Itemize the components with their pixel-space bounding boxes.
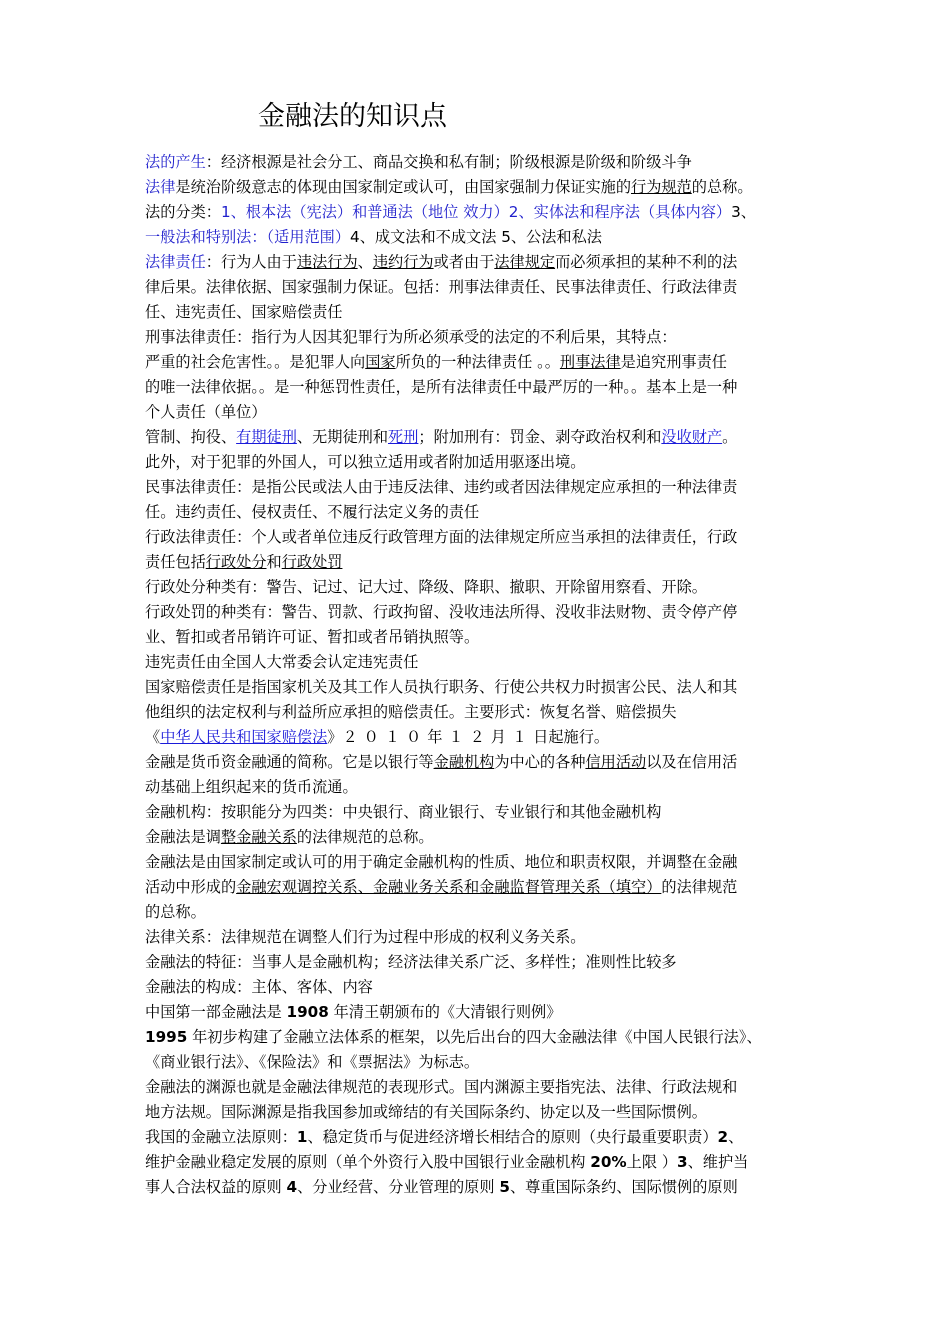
- link-death-penalty[interactable]: 死刑: [388, 428, 419, 446]
- underlined-term: 信用活动: [585, 753, 647, 771]
- paragraph-line: [145, 425, 813, 450]
- text-span: 上限 ）: [626, 1153, 678, 1171]
- text-span: 中国第一部金融法是: [145, 1003, 287, 1021]
- text-span: 我国的金融立法原则：: [145, 1128, 297, 1146]
- paragraph-line: 金融法是由国家制定或认可的用于确定金融机构的性质、地位和职责权限，并调整在金融: [145, 853, 738, 871]
- text-span: ：行为人由于: [205, 253, 297, 271]
- paragraph-line: 金融机构：按职能分为四类：中央银行、商业银行、专业银行和其他金融机构: [145, 803, 662, 821]
- text-span: 。: [722, 428, 738, 446]
- text-span: 、维护当: [687, 1153, 749, 1171]
- bold-number: 1: [296, 1128, 308, 1146]
- text-span: 4、成文法和不成文法 5、公法和私法: [350, 228, 602, 246]
- paragraph-line: 此外，对于犯罪的外国人，可以独立适用或者附加适用驱逐出境。: [145, 453, 586, 471]
- underlined-term: 金融宏观调控关系、金融业务关系和金融监督管理关系（填空）: [236, 878, 662, 896]
- text-span: 》: [327, 728, 343, 746]
- paragraph-line: 律后果。法律依据、国家强制力保证。包括：刑事法律责任、民事法律责任、行政法律责: [145, 278, 738, 296]
- paragraph-line: 任、违宪责任、国家赔偿责任: [145, 303, 343, 321]
- paragraph-line: 他组织的法定权利与利益所应承担的赔偿责任。主要形式：恢复名誉、赔偿损失: [145, 703, 677, 721]
- paragraph-line: [145, 750, 813, 775]
- term-label: 法律责任: [145, 253, 206, 271]
- bold-number: 1995: [145, 1028, 188, 1046]
- text-span: 3、: [731, 203, 756, 221]
- paragraph-line: 民事法律责任：是指公民或法人由于违反法律、违约或者因法律规定应承担的一种法律责: [145, 478, 738, 496]
- text-span: 、稳定货币与促进经济增长相结合的原则（央行最重要职责）: [307, 1128, 718, 1146]
- text-span: 金融法是调: [145, 828, 221, 846]
- underlined-term: 行为规范: [631, 178, 692, 196]
- bold-number: 2: [717, 1128, 729, 1146]
- text-span: 法的分类：: [145, 203, 221, 221]
- paragraph-line: 个人责任（单位）: [145, 403, 267, 421]
- paragraph-line: [145, 1175, 813, 1200]
- bold-number: 4: [286, 1178, 298, 1196]
- paragraph-line: 行政处罚的种类有：警告、罚款、行政拘留、没收违法所得、没收非法财物、责令停产停: [145, 603, 738, 621]
- paragraph-line: 行政处分种类有：警告、记过、记大过、降级、降职、撤职、开除留用察看、开除。: [145, 578, 707, 596]
- bold-number: 5: [499, 1178, 510, 1196]
- text-span: 事人合法权益的原则: [145, 1178, 287, 1196]
- bold-number: 20%: [590, 1153, 627, 1171]
- text-span: 而必须承担的某种不利的法: [555, 253, 738, 271]
- text-span: 的法律规范的总称。: [296, 828, 434, 846]
- paragraph-line: [145, 175, 813, 200]
- text-span: 、分业经营、分业管理的原则: [297, 1178, 500, 1196]
- text-span: 严重的社会危害性。。是犯罪人向: [145, 353, 366, 371]
- paragraph-line: 金融法的构成：主体、客体、内容: [145, 978, 373, 996]
- paragraph-line: 任。违约责任、侵权责任、不履行法定义务的责任: [145, 503, 480, 521]
- text-span: 和: [266, 553, 282, 571]
- text-span: 金融是货币资金融通的简称。它是以银行等: [145, 753, 434, 771]
- text-span: 、: [728, 1128, 744, 1146]
- text-span: 责任包括: [145, 553, 206, 571]
- text-span: 、无期徒刑和: [296, 428, 388, 446]
- paragraph-line: 的总称。: [145, 903, 206, 921]
- blue-text: 1、根本法（宪法）和普通法（地位 效力）2、实体法和程序法（具体内容）: [220, 203, 732, 221]
- paragraph-line: 的唯一法律依据。。是一种惩罚性责任，是所有法律责任中最严厉的一种。。基本上是一种: [145, 378, 738, 396]
- text-span: 《: [145, 728, 161, 746]
- paragraph-line: [145, 150, 813, 175]
- paragraph-line: 《商业银行法》、《保险法》和《票据法》为标志。: [145, 1053, 480, 1071]
- text-span: 是追究刑事责任: [620, 353, 727, 371]
- paragraph-line: [145, 875, 813, 900]
- paragraph-line: 金融法的渊源也就是金融法律规范的表现形式。国内渊源主要指宪法、法律、行政法规和: [145, 1078, 738, 1096]
- underlined-term: 整金融关系: [220, 828, 297, 846]
- text-span: 、尊重国际条约、国际惯例的原则: [509, 1178, 738, 1196]
- date-text: ２０１０年１２月１: [342, 728, 534, 746]
- paragraph-line: [145, 1125, 813, 1150]
- paragraph-line: 业、暂扣或者吊销许可证、暂扣或者吊销执照等。: [145, 628, 480, 646]
- underlined-term: 违约行为: [372, 253, 434, 271]
- bold-number: 1908: [286, 1003, 329, 1021]
- text-span: ：经济根源是社会分工、商品交换和私有制；阶级根源是阶级和阶级斗争: [205, 153, 692, 171]
- term-label: 法律: [145, 178, 176, 196]
- paragraph-line: [145, 250, 813, 275]
- paragraph-line: [145, 825, 813, 850]
- paragraph-line: [145, 200, 813, 225]
- paragraph-line: 国家赔偿责任是指国家机关及其工作人员执行职务、行使公共权力时损害公民、法人和其: [145, 678, 738, 696]
- text-span: 或者由于: [433, 253, 495, 271]
- text-span: 、: [357, 253, 373, 271]
- text-span: 以及在信用活: [646, 753, 738, 771]
- paragraph-line: 动基础上组织起来的货币流通。: [145, 778, 358, 796]
- underlined-term: 金融机构: [433, 753, 495, 771]
- paragraph-line: 金融法的特征：当事人是金融机构；经济法律关系广泛、多样性；准则性比较多: [145, 953, 677, 971]
- paragraph-line: [145, 1025, 813, 1050]
- document-title: 金融法的知识点: [258, 101, 447, 132]
- paragraph-line: [145, 725, 813, 750]
- bold-number: 3: [677, 1153, 688, 1171]
- paragraph-line: 刑事法律责任：指行为人因其犯罪行为所必须承受的法定的不利后果，其特点：: [145, 328, 677, 346]
- text-span: 活动中形成的: [145, 878, 237, 896]
- paragraph-line: 法律关系：法律规范在调整人们行为过程中形成的权利义务关系。: [145, 928, 586, 946]
- blue-text: 一般法和特别法：（适用范围）: [145, 228, 351, 246]
- paragraph-line: [145, 225, 813, 250]
- text-span: 为中心的各种: [494, 753, 586, 771]
- text-span: 日起施行。: [533, 728, 610, 746]
- paragraph-line: 违宪责任由全国人大常委会认定违宪责任: [145, 653, 419, 671]
- paragraph-line: 行政法律责任：个人或者单位违反行政管理方面的法律规定所应当承担的法律责任，行政: [145, 528, 738, 546]
- link-fixed-term-imprisonment[interactable]: 有期徒刑: [236, 428, 297, 446]
- link-confiscation-of-property[interactable]: 没收财产: [661, 428, 723, 446]
- text-span: 是统治阶级意志的体现由国家制定或认可，由国家强制力保证实施的: [175, 178, 631, 196]
- text-span: 年清王朝颁布的《大清银行则例》: [328, 1003, 562, 1021]
- text-span: 管制、拘役、: [145, 428, 237, 446]
- text-span: 的法律规范: [661, 878, 738, 896]
- underlined-term: 行政处分: [205, 553, 267, 571]
- text-span: 年初步构建了金融立法体系的框架，以先后出台的四大金融法律《中国人民银行法》、: [187, 1028, 762, 1046]
- paragraph-line: [145, 550, 813, 575]
- link-state-compensation-law[interactable]: 中华人民共和国家赔偿法: [160, 728, 328, 746]
- underlined-term: 违法行为: [296, 253, 358, 271]
- text-span: 所负的一种法律责任 。。: [395, 353, 560, 371]
- underlined-term: 行政处罚: [281, 553, 343, 571]
- paragraph-line: [145, 1150, 813, 1175]
- text-span: 维护金融业稳定发展的原则（单个外资行入股中国银行业金融机构: [145, 1153, 591, 1171]
- text-span: 的总称。: [691, 178, 753, 196]
- underlined-term: 国家: [365, 353, 396, 371]
- text-span: ；附加刑有：罚金、剥夺政治权利和: [418, 428, 662, 446]
- paragraph-line: 地方法规。国际渊源是指我国参加或缔结的有关国际条约、协定以及一些国际惯例。: [145, 1103, 707, 1121]
- document-body: [145, 150, 813, 1200]
- underlined-term: 法律规定: [494, 253, 556, 271]
- underlined-term: 刑事法律: [559, 353, 621, 371]
- paragraph-line: [145, 350, 813, 375]
- term-label: 法的产生: [145, 153, 206, 171]
- paragraph-line: [145, 1000, 813, 1025]
